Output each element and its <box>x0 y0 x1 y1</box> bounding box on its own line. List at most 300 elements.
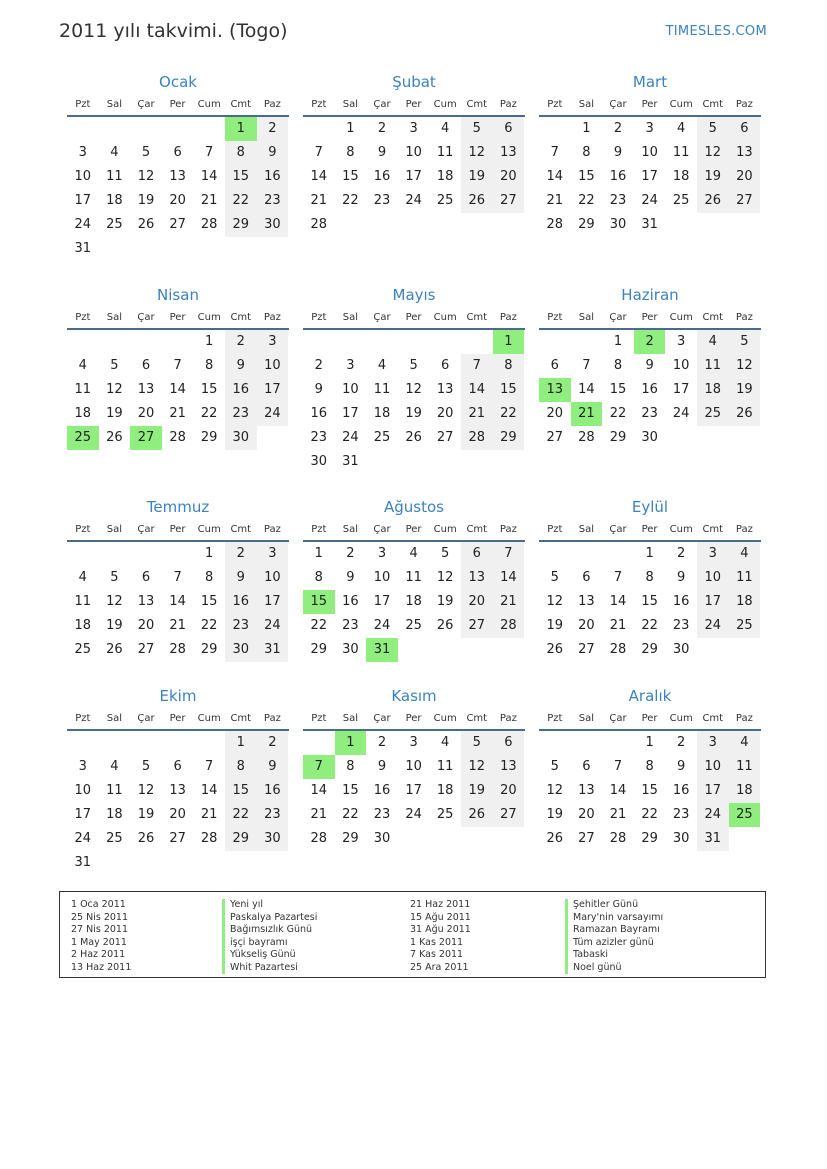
day-cell: 28 <box>609 831 627 846</box>
day-cell: 11 <box>74 382 92 397</box>
legend-entry: 25 Nis 2011 <box>71 911 128 923</box>
day-cell: 10 <box>342 382 359 397</box>
day-cell: 12 <box>137 169 155 184</box>
weekday-label: Per <box>641 312 658 323</box>
weekday-header <box>303 709 525 729</box>
holiday-day: 1 <box>493 330 525 354</box>
day-cell: 5 <box>441 546 450 561</box>
weekday-label: Per <box>641 99 658 110</box>
day-cell: 5 <box>550 570 559 585</box>
day-cell: 6 <box>493 117 525 141</box>
day-cell: 6 <box>582 759 591 774</box>
day-cell: 26 <box>436 618 454 633</box>
month-name: Kasım <box>391 687 437 705</box>
day-cell: 4 <box>78 358 87 373</box>
day-cell: 22 <box>310 618 328 633</box>
legend-entry: 1 Oca 2011 <box>71 899 126 910</box>
day-cell: 19 <box>106 406 123 421</box>
weekday-label: Paz <box>499 99 517 110</box>
month-name: Eylül <box>631 498 669 516</box>
weekday-label: Paz <box>499 524 517 535</box>
day-cell: 24 <box>405 807 422 822</box>
weekday-label: Sal <box>106 99 123 110</box>
day-cell: 20 <box>137 618 155 633</box>
month-name: Ocak <box>159 73 197 91</box>
day-grid <box>539 542 761 692</box>
day-cell: 14 <box>609 594 627 609</box>
day-cell: 29 <box>200 430 218 445</box>
day-cell: 27 <box>493 189 525 213</box>
day-cell: 4 <box>78 570 87 585</box>
weekday-label: Cmt <box>702 524 724 535</box>
weekday-label: Per <box>405 312 422 323</box>
day-cell: 31 <box>74 241 92 256</box>
day-cell: 11 <box>729 755 761 779</box>
day-cell: 1 <box>225 731 257 755</box>
holiday-legend <box>59 891 766 978</box>
day-cell: 12 <box>137 783 155 798</box>
weekday-label: Sal <box>342 312 359 323</box>
day-cell: 23 <box>257 803 289 827</box>
day-cell: 27 <box>578 642 595 657</box>
day-cell: 30 <box>225 638 257 662</box>
weekday-label: Sal <box>578 713 595 724</box>
day-cell: 20 <box>461 590 493 614</box>
day-cell: 3 <box>645 121 654 136</box>
legend-entry: Yeni yıl <box>230 899 263 910</box>
weekday-label: Per <box>405 524 422 535</box>
day-cell: 18 <box>373 406 391 421</box>
legend-entry: Şehitler Günü <box>573 899 639 910</box>
weekday-label: Paz <box>263 312 281 323</box>
day-cell: 24 <box>405 193 422 208</box>
day-cell: 26 <box>106 642 123 657</box>
weekday-label: Cmt <box>702 312 724 323</box>
day-grid <box>303 731 525 881</box>
day-cell: 5 <box>729 330 761 354</box>
day-cell: 18 <box>672 169 690 184</box>
legend-entry: 27 Nis 2011 <box>71 924 128 935</box>
day-cell: 3 <box>697 731 729 755</box>
day-cell: 1 <box>314 546 323 561</box>
day-cell: 3 <box>78 145 87 160</box>
day-cell: 26 <box>106 430 123 445</box>
day-cell: 22 <box>200 618 218 633</box>
weekday-label: Cum <box>197 99 221 110</box>
day-cell: 12 <box>461 141 493 165</box>
day-cell: 19 <box>106 618 123 633</box>
day-cell: 23 <box>225 614 257 638</box>
day-cell: 29 <box>493 426 525 450</box>
day-cell: 4 <box>729 731 761 755</box>
day-cell: 25 <box>405 618 422 633</box>
day-cell: 19 <box>461 165 493 189</box>
day-cell: 23 <box>257 189 289 213</box>
day-cell: 21 <box>200 807 218 822</box>
legend-entry: işçi bayramı <box>230 936 288 948</box>
day-cell: 21 <box>546 193 564 208</box>
legend-entry: Ramazan Bayramı <box>573 924 660 935</box>
holiday-day: 1 <box>225 117 257 141</box>
day-cell: 23 <box>373 193 391 208</box>
legend-entry: 15 Ağu 2011 <box>410 911 471 923</box>
day-cell: 29 <box>609 430 627 445</box>
weekday-header <box>539 95 761 115</box>
day-cell: 4 <box>409 546 418 561</box>
day-cell: 22 <box>225 189 257 213</box>
day-cell: 11 <box>729 566 761 590</box>
day-cell: 22 <box>342 807 359 822</box>
weekday-label: Pzt <box>75 713 91 724</box>
day-cell: 17 <box>697 779 729 803</box>
day-cell: 26 <box>137 217 155 232</box>
day-cell: 16 <box>373 783 391 798</box>
day-cell: 6 <box>493 731 525 755</box>
legend-entry: Tüm azizler günü <box>573 936 654 948</box>
weekday-label: Paz <box>735 524 753 535</box>
day-cell: 18 <box>106 193 123 208</box>
day-cell: 6 <box>141 358 151 373</box>
day-cell: 11 <box>697 354 729 378</box>
day-cell: 14 <box>461 378 493 402</box>
day-cell: 7 <box>461 354 493 378</box>
weekday-label: Çar <box>609 524 627 535</box>
day-cell: 21 <box>200 193 218 208</box>
day-cell: 11 <box>106 783 123 798</box>
day-cell: 9 <box>677 570 686 585</box>
day-cell: 27 <box>436 430 454 445</box>
weekday-label: Per <box>405 713 422 724</box>
month-12 <box>539 684 761 881</box>
day-cell: 24 <box>697 614 729 638</box>
legend-dates-left <box>71 899 131 974</box>
weekday-label: Per <box>169 524 186 535</box>
month-3 <box>539 70 761 267</box>
weekday-label: Paz <box>263 713 281 724</box>
day-cell: 31 <box>257 638 289 662</box>
day-cell: 10 <box>697 566 729 590</box>
weekday-label: Cum <box>433 524 457 535</box>
day-cell: 16 <box>672 783 690 798</box>
legend-entry: Noel günü <box>573 961 622 973</box>
day-cell: 23 <box>310 430 328 445</box>
day-cell: 24 <box>74 831 92 846</box>
weekday-label: Cum <box>197 524 221 535</box>
brand-link[interactable]: TIMESLES.COM <box>665 24 767 39</box>
day-cell: 1 <box>645 546 654 561</box>
day-cell: 2 <box>257 117 289 141</box>
day-cell: 13 <box>578 594 595 609</box>
day-cell: 13 <box>493 755 525 779</box>
day-cell: 15 <box>225 165 257 189</box>
weekday-header <box>303 520 525 540</box>
day-cell: 4 <box>697 330 729 354</box>
day-cell: 19 <box>405 406 422 421</box>
day-cell: 12 <box>405 382 422 397</box>
day-cell: 23 <box>641 406 658 421</box>
day-cell: 16 <box>373 169 391 184</box>
day-cell: 22 <box>225 803 257 827</box>
weekday-label: Per <box>169 99 186 110</box>
day-cell: 10 <box>405 759 422 774</box>
day-cell: 5 <box>550 759 559 774</box>
weekday-label: Çar <box>373 713 391 724</box>
legend-entry: 13 Haz 2011 <box>71 961 132 973</box>
day-cell: 24 <box>641 193 658 208</box>
day-cell: 22 <box>578 193 595 208</box>
day-cell: 28 <box>169 642 186 657</box>
day-cell: 9 <box>677 759 686 774</box>
day-cell: 22 <box>641 618 658 633</box>
day-cell: 25 <box>74 642 92 657</box>
month-name: Nisan <box>157 286 199 304</box>
day-cell: 13 <box>169 783 186 798</box>
legend-marker-left <box>222 899 225 974</box>
weekday-label: Per <box>641 524 658 535</box>
day-cell: 25 <box>729 614 761 638</box>
day-cell: 10 <box>697 755 729 779</box>
day-cell: 28 <box>200 831 218 846</box>
day-cell: 21 <box>169 618 186 633</box>
day-cell: 11 <box>373 382 391 397</box>
day-cell: 2 <box>613 121 623 136</box>
day-cell: 26 <box>461 189 493 213</box>
day-cell: 16 <box>641 382 658 397</box>
weekday-label: Cmt <box>230 524 252 535</box>
weekday-label: Çar <box>137 312 155 323</box>
day-cell: 20 <box>436 406 454 421</box>
day-cell: 17 <box>257 378 289 402</box>
day-cell: 21 <box>169 406 186 421</box>
day-cell: 5 <box>141 759 151 774</box>
day-cell: 5 <box>141 145 151 160</box>
weekday-label: Sal <box>106 312 123 323</box>
day-cell: 18 <box>74 618 92 633</box>
day-cell: 12 <box>697 141 729 165</box>
weekday-label: Sal <box>578 99 595 110</box>
day-cell: 11 <box>436 759 454 774</box>
month-name: Aralık <box>628 687 672 705</box>
day-cell: 30 <box>225 426 257 450</box>
month-4 <box>67 283 289 480</box>
day-cell: 17 <box>641 169 658 184</box>
weekday-label: Cum <box>197 713 221 724</box>
day-cell: 1 <box>645 735 654 750</box>
weekday-label: Çar <box>373 312 391 323</box>
weekday-label: Cum <box>669 99 693 110</box>
weekday-label: Pzt <box>311 524 327 535</box>
day-cell: 30 <box>641 430 658 445</box>
day-cell: 26 <box>405 430 422 445</box>
day-cell: 20 <box>169 193 186 208</box>
day-cell: 22 <box>609 406 627 421</box>
day-cell: 9 <box>346 570 355 585</box>
weekday-header <box>539 520 761 540</box>
day-cell: 29 <box>200 642 218 657</box>
day-cell: 12 <box>729 354 761 378</box>
day-cell: 14 <box>310 169 328 184</box>
day-cell: 24 <box>257 402 289 426</box>
weekday-header <box>539 709 761 729</box>
day-cell: 26 <box>729 402 761 426</box>
day-cell: 3 <box>346 358 355 373</box>
day-cell: 8 <box>314 570 323 585</box>
day-cell: 14 <box>200 169 218 184</box>
weekday-label: Paz <box>263 524 281 535</box>
day-cell: 7 <box>173 570 182 585</box>
day-grid <box>539 731 761 881</box>
day-cell: 12 <box>546 594 564 609</box>
legend-entry: 1 May 2011 <box>71 936 127 948</box>
day-cell: 22 <box>342 193 359 208</box>
day-cell: 7 <box>613 759 623 774</box>
weekday-label: Sal <box>106 713 123 724</box>
day-cell: 15 <box>342 169 359 184</box>
day-cell: 7 <box>582 358 591 373</box>
day-cell: 30 <box>609 217 627 232</box>
day-cell: 7 <box>493 542 525 566</box>
day-cell: 15 <box>200 594 218 609</box>
day-cell: 10 <box>74 169 92 184</box>
weekday-label: Per <box>641 713 658 724</box>
month-10 <box>67 684 289 881</box>
day-cell: 18 <box>436 783 454 798</box>
day-cell: 3 <box>409 735 418 750</box>
day-cell: 13 <box>137 382 155 397</box>
weekday-label: Cmt <box>230 713 252 724</box>
weekday-label: Cmt <box>702 99 724 110</box>
day-cell: 15 <box>342 783 359 798</box>
day-cell: 25 <box>106 831 123 846</box>
day-cell: 23 <box>342 618 359 633</box>
weekday-label: Çar <box>137 524 155 535</box>
day-cell: 6 <box>582 570 591 585</box>
day-cell: 10 <box>373 570 391 585</box>
day-cell: 24 <box>342 430 359 445</box>
day-cell: 14 <box>169 594 186 609</box>
day-cell: 16 <box>225 590 257 614</box>
day-cell: 13 <box>493 141 525 165</box>
holiday-day: 1 <box>335 731 367 755</box>
legend-entry: 31 Ağu 2011 <box>410 924 471 935</box>
day-cell: 27 <box>578 831 595 846</box>
day-cell: 4 <box>677 121 686 136</box>
day-cell: 9 <box>613 145 623 160</box>
day-cell: 7 <box>173 358 182 373</box>
weekday-label: Çar <box>373 524 391 535</box>
day-cell: 22 <box>493 402 525 426</box>
day-grid <box>67 731 289 881</box>
weekday-label: Sal <box>106 524 123 535</box>
day-cell: 20 <box>169 807 186 822</box>
day-cell: 8 <box>582 145 591 160</box>
day-cell: 4 <box>441 121 450 136</box>
day-cell: 27 <box>729 189 761 213</box>
month-11 <box>303 684 525 881</box>
legend-names-left <box>230 899 317 974</box>
day-cell: 24 <box>697 803 729 827</box>
day-cell: 21 <box>461 402 493 426</box>
legend-entry: Bağımsızlık Günü <box>230 924 313 935</box>
day-cell: 26 <box>461 803 493 827</box>
day-grid <box>539 330 761 480</box>
month-6 <box>539 283 761 480</box>
day-cell: 18 <box>436 169 454 184</box>
day-cell: 30 <box>257 213 289 237</box>
day-cell: 26 <box>697 189 729 213</box>
day-cell: 29 <box>578 217 595 232</box>
day-cell: 5 <box>110 570 119 585</box>
day-cell: 4 <box>441 735 450 750</box>
day-cell: 26 <box>137 831 155 846</box>
day-cell: 2 <box>677 735 686 750</box>
day-cell: 27 <box>546 430 564 445</box>
weekday-label: Pzt <box>75 99 91 110</box>
day-cell: 27 <box>493 803 525 827</box>
day-cell: 28 <box>578 430 595 445</box>
weekday-header <box>539 308 761 328</box>
weekday-label: Paz <box>499 713 517 724</box>
day-cell: 9 <box>225 354 257 378</box>
day-cell: 15 <box>200 382 218 397</box>
day-cell: 8 <box>346 145 355 160</box>
day-cell: 21 <box>609 618 627 633</box>
day-cell: 28 <box>546 217 564 232</box>
day-cell: 3 <box>677 334 686 349</box>
day-cell: 3 <box>257 330 289 354</box>
day-cell: 20 <box>729 165 761 189</box>
day-cell: 11 <box>405 570 422 585</box>
day-cell: 14 <box>200 783 218 798</box>
day-cell: 30 <box>672 642 690 657</box>
day-cell: 24 <box>373 618 391 633</box>
day-cell: 21 <box>310 807 328 822</box>
day-cell: 29 <box>225 213 257 237</box>
day-cell: 18 <box>697 378 729 402</box>
weekday-label: Sal <box>578 312 595 323</box>
day-cell: 11 <box>436 145 454 160</box>
day-cell: 1 <box>346 121 355 136</box>
day-cell: 12 <box>106 382 123 397</box>
day-cell: 19 <box>546 618 564 633</box>
day-cell: 31 <box>342 454 359 469</box>
day-grid <box>303 542 525 692</box>
legend-entry: Tabaski <box>573 949 608 960</box>
day-cell: 19 <box>697 165 729 189</box>
day-cell: 15 <box>578 169 595 184</box>
day-cell: 7 <box>314 145 323 160</box>
day-cell: 25 <box>436 807 454 822</box>
weekday-label: Paz <box>263 99 281 110</box>
legend-marker-right <box>565 899 568 974</box>
day-cell: 19 <box>137 193 155 208</box>
day-cell: 22 <box>641 807 658 822</box>
day-cell: 3 <box>409 121 418 136</box>
day-cell: 13 <box>578 783 595 798</box>
weekday-label: Cmt <box>230 99 252 110</box>
day-cell: 23 <box>609 193 627 208</box>
day-cell: 1 <box>582 121 591 136</box>
day-cell: 7 <box>205 759 214 774</box>
day-cell: 3 <box>257 542 289 566</box>
day-cell: 19 <box>729 378 761 402</box>
day-cell: 2 <box>314 358 323 373</box>
day-grid <box>67 117 289 267</box>
weekday-label: Çar <box>609 312 627 323</box>
day-cell: 13 <box>169 169 186 184</box>
day-cell: 6 <box>173 145 182 160</box>
day-cell: 5 <box>461 731 493 755</box>
